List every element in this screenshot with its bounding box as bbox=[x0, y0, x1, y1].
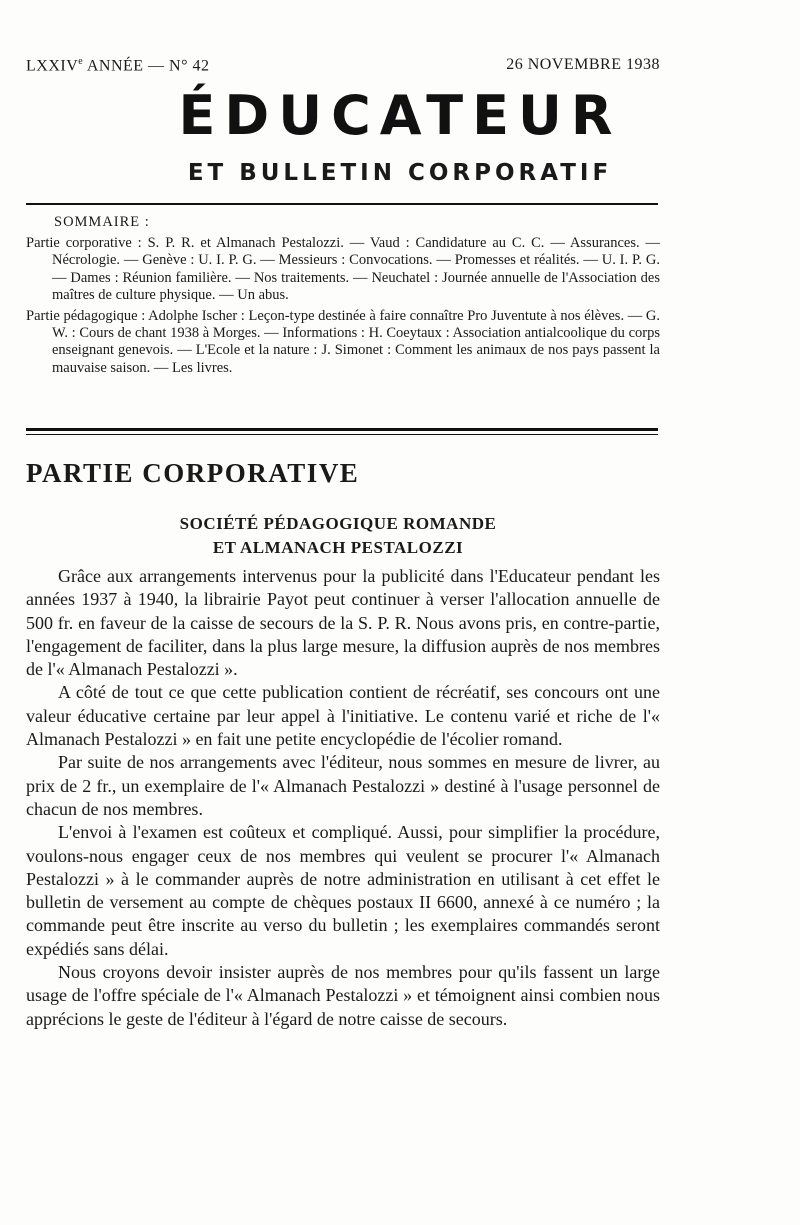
masthead-line bbox=[26, 56, 660, 75]
toc-pedagogique: Partie pédagogique : Adolphe Ischer : Leçon-type destinée à faire connaître Pro Juventute à nos élèves. — G. W. : Cours de chant 1938 à Morges. — Informations : H. Coeytaux : Association antialcoolique du corps enseignant genevois. — L'Ecole et la nature : J. Simonet : Comment les animaux de nos pays passent la mauvaise saison. — Les livres. bbox=[26, 308, 660, 376]
issue-number: LXXIVe ANNÉE — N° 42 bbox=[26, 56, 210, 75]
journal-subtitle: ET BULLETIN CORPORATIF bbox=[187, 160, 613, 186]
issue-date: 26 NOVEMBRE 1938 bbox=[506, 56, 660, 73]
divider-double-thin bbox=[26, 434, 658, 435]
divider-double-thick bbox=[26, 428, 658, 431]
toc-heading: SOMMAIRE : bbox=[54, 214, 150, 230]
toc-corporative: Partie corporative : S. P. R. et Almanach Pestalozzi. — Vaud : Candidature au C. C. — Assurances. — Nécrologie. — Genève : U. I. P. G. — Messieurs : Convocations. — Promesses et réalités. — U. I. P. G. — Dames : Réunion familière. — Nos traitements. — Neuchatel : Journée annuelle de l'Association des maîtres de culture physique. — Un abus. bbox=[26, 235, 660, 303]
divider-top bbox=[26, 203, 658, 205]
article-title-line-1: SOCIÉTÉ PÉDAGOGIQUE ROMANDE bbox=[179, 514, 497, 533]
paragraph: L'envoi à l'examen est coûteux et compliqué. Aussi, pour simplifier la procédure, voulons-nous engager ceux de nos membres qui veulent se procurer l'« Almanach Pestalozzi » à le commander auprès de notre administration en utilisant à cet effet le bulletin de versement au compte de chèques postaux II 6600, annexé à ce numéro ; la commande peut être inscrite au verso du bulletin ; les exemplaires commandés seront expédiés sans délai. bbox=[26, 822, 660, 959]
table-of-contents bbox=[26, 214, 660, 381]
paragraph: Grâce aux arrangements intervenus pour la publicité dans l'Educateur pendant les années 1937 à 1940, la librairie Payot peut continuer à verser l'allocation annuelle de 500 fr. en faveur de la caisse de secours de la S. P. R. Nous avons pris, en contre-partie, l'engagement de faciliter, dans la plus large mesure, la diffusion auprès de nos membres de l'« Almanach Pestalozzi ». bbox=[26, 566, 660, 680]
paragraph: A côté de tout ce que cette publication contient de récréatif, ses concours ont une valeur éducative certaine par leur appel à l'initiative. Le contenu varié et riche de l'« Almanach Pestalozzi » en fait une petite encyclopédie de l'écolier romand. bbox=[26, 682, 660, 750]
article-title-line-2: ET ALMANACH PESTALOZZI bbox=[212, 538, 464, 557]
section-title: PARTIE CORPORATIVE bbox=[26, 458, 360, 488]
paragraph: Nous croyons devoir insister auprès de nos membres pour qu'ils fassent un large usage de l'offre spéciale de l'« Almanach Pestalozzi » et témoignent ainsi combien nous apprécions le geste de l'éditeur à l'égard de notre caisse de secours. bbox=[26, 962, 660, 1029]
journal-title: ÉDUCATEUR bbox=[178, 84, 622, 147]
article-body bbox=[26, 565, 660, 1031]
article-title bbox=[0, 512, 676, 560]
paragraph: Par suite de nos arrangements avec l'éditeur, nous sommes en mesure de livrer, au prix de 2 fr., un exemplaire de l'« Almanach Pestalozzi » destiné à l'usage personnel de chacun de nos membres. bbox=[26, 752, 660, 819]
